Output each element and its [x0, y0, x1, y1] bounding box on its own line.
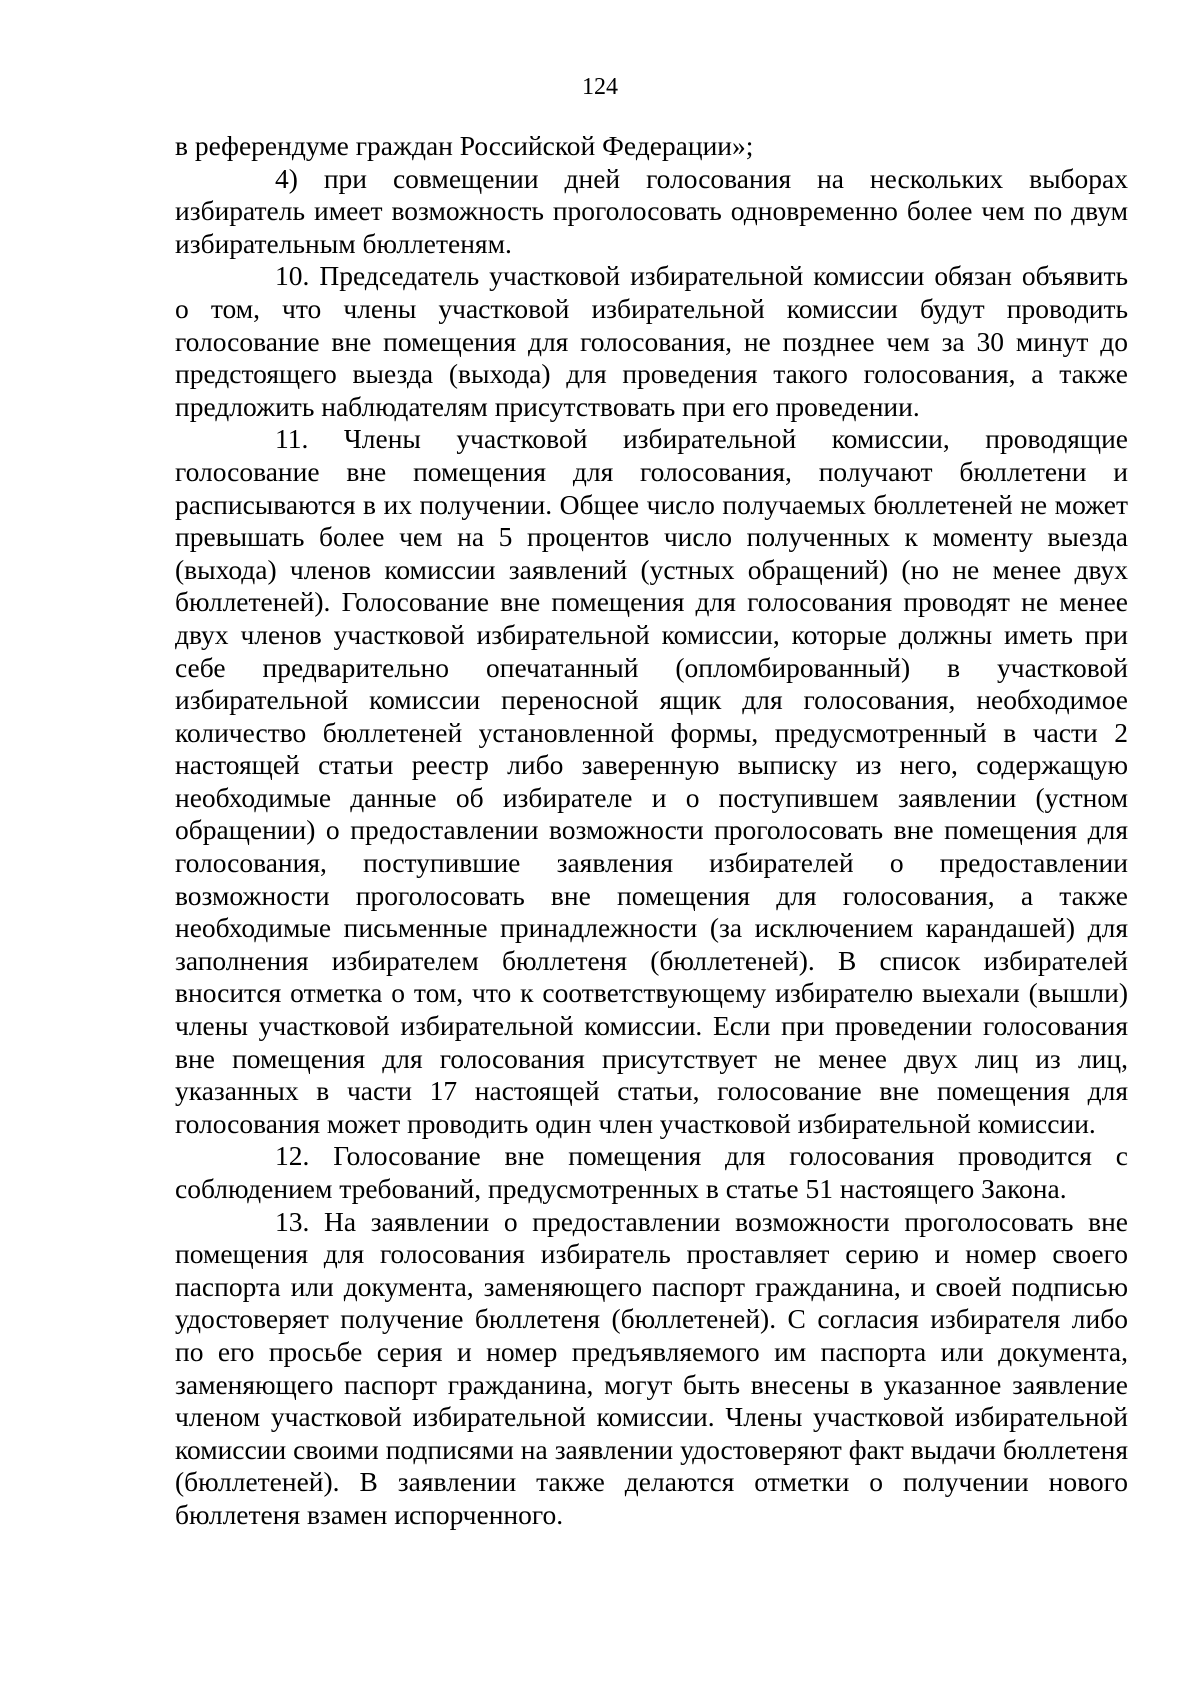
paragraph-section-12: 12. Голосование вне помещения для голосования проводится с соблюдением требований, предусмотренных в статье 51 настоящего Закона.: [175, 1140, 1128, 1204]
paragraph-section-11: 11. Члены участковой избирательной комиссии, проводящие голосование вне помещения для голосования, получают бюллетени и расписываются в их получении. Общее число получаемых бюллетеней не может превышать более чем на 5 процентов число полученных к моменту выезда (выхода) членов комиссии заявлений (устных обращений) (но не менее двух бюллетеней). Голосование вне помещения для голосования проводят не менее двух членов участковой избирательной комиссии, которые должны иметь при себе предварительно опечатанный (опломбированный) в участковой избирательной комиссии переносной ящик для голосования, необходимое количество бюллетеней установленной формы, предусмотренный в части 2 настоящей статьи реестр либо заверенную выписку из него, содержащую необходимые данные об избирателе и о поступившем заявлении (устном обращении) о предоставлении возможности проголосовать вне помещения для голосования, поступившие заявления избирателей о предоставлении возможности проголосовать вне помещения для голосования, а также необходимые письменные принадлежности (за исключением карандашей) для заполнения избирателем бюллетеня (бюллетеней). В список избирателей вносится отметка о том, что к соответствующему избирателю выехали (вышли) члены участковой избирательной комиссии. Если при проведении голосования вне помещения для голосования присутствует не менее двух лиц из лиц, указанных в части 17 настоящей статьи, голосование вне помещения для голосования может проводить один член участковой избирательной комиссии.: [175, 423, 1128, 1139]
page-number: 124: [582, 74, 618, 100]
paragraph-continuation: в референдуме граждан Российской Федерации»;: [175, 130, 754, 161]
document-body: [175, 130, 1128, 1532]
paragraph-item-4: 4) при совмещении дней голосования на нескольких выборах избиратель имеет возможность проголосовать одновременно более чем по двум избирательным бюллетеням.: [175, 162, 1128, 259]
paragraph-section-10: 10. Председатель участковой избирательной комиссии обязан объявить о том, что члены участковой избирательной комиссии будут проводить голосование вне помещения для голосования, не позднее чем за 30 минут до предстоящего выезда (выхода) для проведения такого голосования, а также предложить наблюдателям присутствовать при его проведении.: [175, 260, 1128, 422]
paragraph-section-13: 13. На заявлении о предоставлении возможности проголосовать вне помещения для голосования избиратель проставляет серию и номер своего паспорта или документа, заменяющего паспорт гражданина, и своей подписью удостоверяет получение бюллетеня (бюллетеней). С согласия избирателя либо по его просьбе серия и номер предъявляемого им паспорта или документа, заменяющего паспорт гражданина, могут быть внесены в указанное заявление членом участковой избирательной комиссии. Члены участковой избирательной комиссии своими подписями на заявлении удостоверяют факт выдачи бюллетеня (бюллетеней). В заявлении также делаются отметки о получении нового бюллетеня взамен испорченного.: [175, 1205, 1128, 1530]
